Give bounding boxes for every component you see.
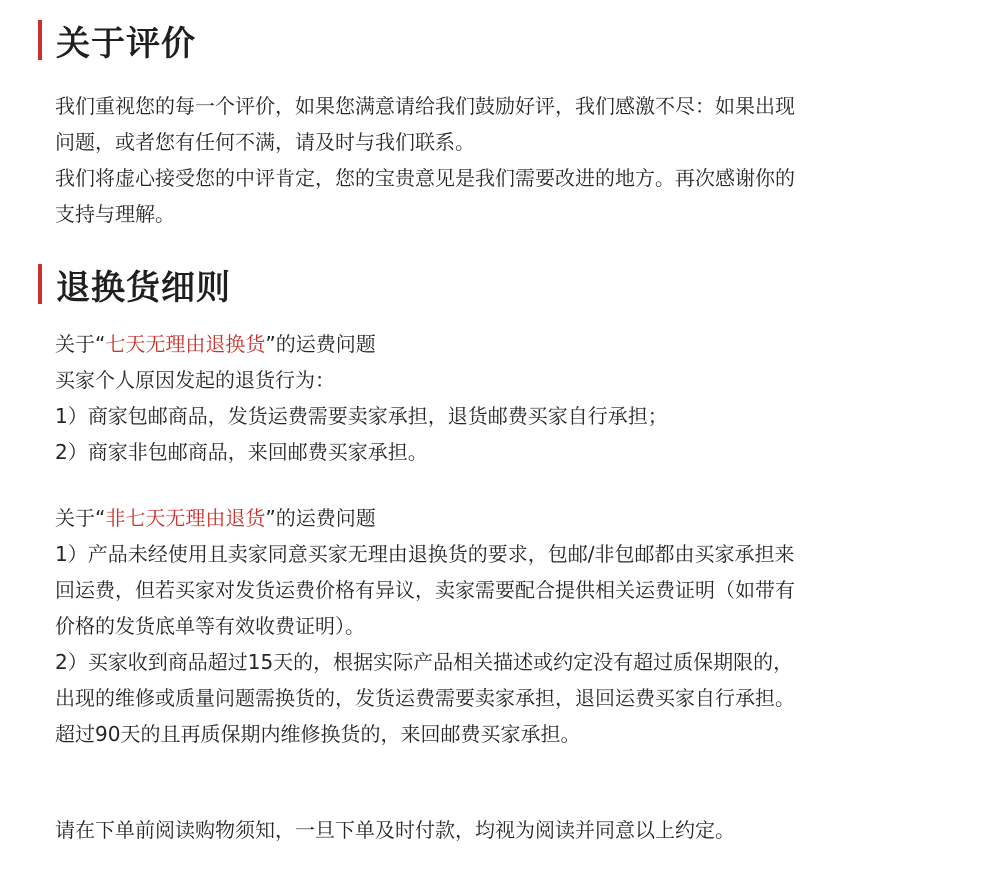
heading-accent-bar [38, 264, 42, 304]
seven-day-heading [55, 326, 975, 362]
non-seven-day-line: 出现的维修或质量问题需换货的，发货运费需要卖家承担，退回运费买家自行承担。 [55, 686, 795, 710]
review-line: 问题，或者您有任何不满，请及时与我们联系。 [55, 130, 475, 154]
purchase-notice [55, 812, 975, 848]
seven-day-highlight: 七天无理由退换货 [105, 332, 266, 356]
heading-prefix: 关于“ [55, 332, 106, 356]
heading-accent-bar [38, 20, 42, 60]
seven-day-line: 2）商家非包邮商品，来回邮费买家承担。 [55, 440, 428, 464]
review-section-title: 关于评价 [56, 23, 196, 64]
seven-day-policy [55, 326, 975, 470]
review-paragraph [55, 88, 975, 232]
review-line: 支持与理解。 [55, 202, 175, 226]
heading-suffix: ”的运费问题 [265, 506, 376, 530]
non-seven-day-highlight: 非七天无理由退货 [105, 506, 266, 530]
purchase-notice-text: 请在下单前阅读购物须知，一旦下单及时付款，均视为阅读并同意以上约定。 [55, 818, 735, 842]
heading-prefix: 关于“ [55, 506, 106, 530]
review-line: 我们将虚心接受您的中评肯定，您的宝贵意见是我们需要改进的地方。再次感谢你的 [55, 166, 795, 190]
returns-section-title: 退换货细则 [56, 267, 231, 308]
non-seven-day-heading [55, 500, 975, 536]
non-seven-day-line: 超过90天的且再质保期内维修换货的，来回邮费买家承担。 [55, 722, 581, 746]
returns-section-heading [38, 262, 231, 306]
review-line: 我们重视您的每一个评价，如果您满意请给我们鼓励好评，我们感激不尽：如果出现 [55, 94, 795, 118]
seven-day-line: 买家个人原因发起的退货行为： [55, 368, 335, 392]
heading-suffix: ”的运费问题 [265, 332, 376, 356]
non-seven-day-line: 1）产品未经使用且卖家同意买家无理由退换货的要求，包邮/非包邮都由买家承担来 [55, 542, 795, 566]
non-seven-day-policy [55, 500, 975, 752]
non-seven-day-line: 回运费，但若买家对发货运费价格有异议，卖家需要配合提供相关运费证明（如带有 [55, 578, 795, 602]
review-section-heading [38, 18, 196, 62]
non-seven-day-line: 价格的发货底单等有效收费证明）。 [55, 614, 365, 638]
non-seven-day-line: 2）买家收到商品超过15天的，根据实际产品相关描述或约定没有超过质保期限的， [55, 650, 794, 674]
seven-day-line: 1）商家包邮商品，发货运费需要卖家承担，退货邮费买家自行承担； [55, 404, 668, 428]
